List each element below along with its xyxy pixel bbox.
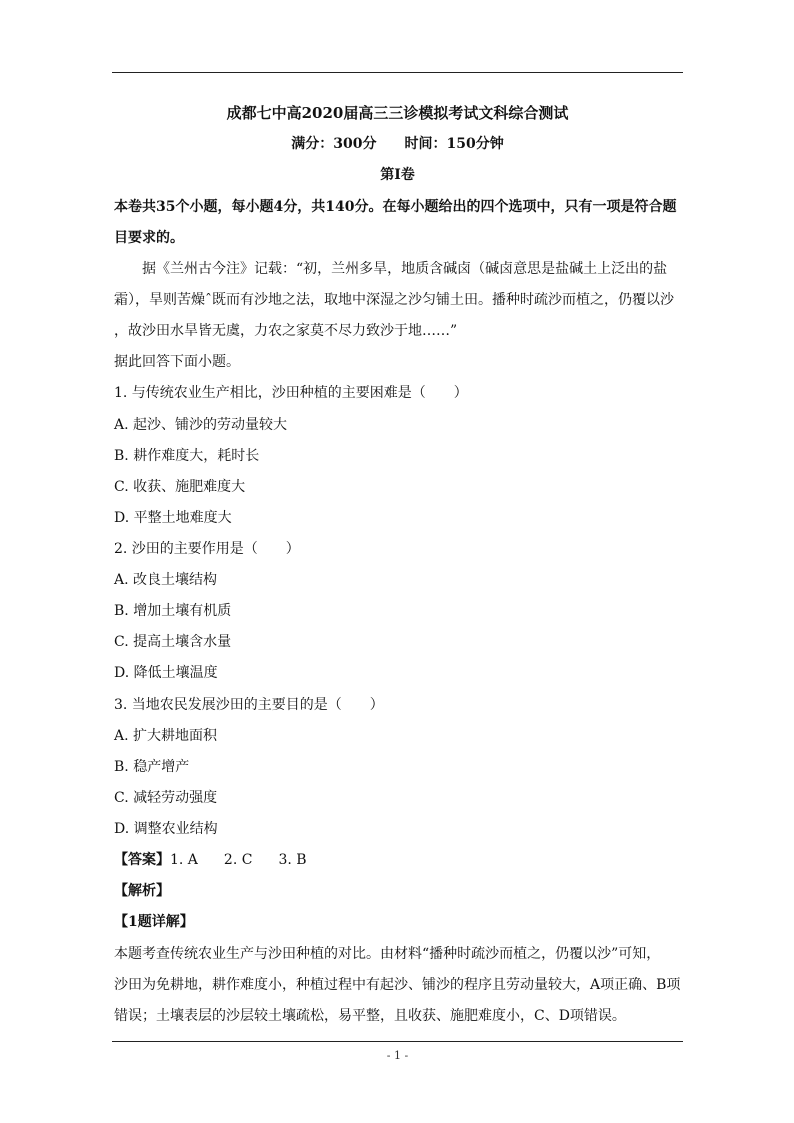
answer-item-1: 1. A xyxy=(170,852,198,868)
question-3-stem: 3. 当地农民发展沙田的主要目的是（ ） xyxy=(114,697,384,713)
analysis-sub-label: 【1题详解】 xyxy=(114,914,194,930)
answer-item-2: 2. C xyxy=(223,852,253,868)
passage-line-3: ，故沙田水旱皆无虞，力农之家莫不尽力致沙于地……” xyxy=(114,323,458,339)
question-2-option-a: A. 改良土壤结构 xyxy=(114,572,218,588)
question-3-option-c: C. 减轻劳动强度 xyxy=(114,790,218,806)
analysis-line-3: 错误；土壤表层的沙层较土壤疏松，易平整，且收获、施肥难度小，C、D项错误。 xyxy=(114,1008,626,1024)
question-3-option-a: A. 扩大耕地面积 xyxy=(114,728,218,744)
passage-line-1: 据《兰州古今注》记载：“初，兰州多旱，地质含碱卤（碱卤意思是盐碱土上泛出的盐 xyxy=(142,261,668,277)
analysis-line-1: 本题考查传统农业生产与沙田种植的对比。由材料“播种时疏沙而植之，仍覆以沙”可知， xyxy=(114,946,661,962)
answer-line xyxy=(114,850,683,870)
intro-line-1: 本卷共35个小题，每小题4分，共140分。在每小题给出的四个选项中，只有一项是符合题 xyxy=(114,199,677,215)
passage-line-2: 霜），旱则苦燥ˆ既而有沙地之法，取地中深湿之沙匀铺土田。播种时疏沙而植之，仍覆以沙 xyxy=(114,292,674,308)
passage-prompt: 据此回答下面小题。 xyxy=(114,354,240,370)
question-1-stem: 1. 与传统农业生产相比，沙田种植的主要困难是（ ） xyxy=(114,385,468,401)
question-2-option-c: C. 提高土壤含水量 xyxy=(114,634,232,650)
volume-heading: 第Ⅰ卷 xyxy=(380,167,415,183)
footer-rule xyxy=(112,1041,683,1042)
question-2-stem: 2. 沙田的主要作用是（ ） xyxy=(114,541,300,557)
analysis-label: 【解析】 xyxy=(114,883,170,899)
header-rule xyxy=(112,72,683,73)
exam-title: 成都七中高2020届高三三诊模拟考试文科综合测试 xyxy=(226,104,569,122)
page-number: - 1 - xyxy=(386,1049,409,1062)
question-1-option-c: C. 收获、施肥难度大 xyxy=(114,479,246,495)
answer-label: 【答案】 xyxy=(114,852,170,868)
question-2-option-b: B. 增加土壤有机质 xyxy=(114,603,232,619)
answer-item-3: 3. B xyxy=(278,852,307,868)
question-2-option-d: D. 降低土壤温度 xyxy=(114,665,218,681)
question-1-option-d: D. 平整土地难度大 xyxy=(114,510,232,526)
question-3-option-d: D. 调整农业结构 xyxy=(114,821,218,837)
question-3-option-b: B. 稳产增产 xyxy=(114,759,190,775)
question-1-option-a: A. 起沙、铺沙的劳动量较大 xyxy=(114,417,288,433)
intro-line-2: 目要求的。 xyxy=(114,230,184,246)
question-1-option-b: B. 耕作难度大，耗时长 xyxy=(114,448,260,464)
score-time-line: 满分：300分 时间：150分钟 xyxy=(291,136,504,152)
analysis-line-2: 沙田为免耕地，耕作难度小，种植过程中有起沙、铺沙的程序且劳动量较大，A项正确、B项 xyxy=(114,977,681,993)
